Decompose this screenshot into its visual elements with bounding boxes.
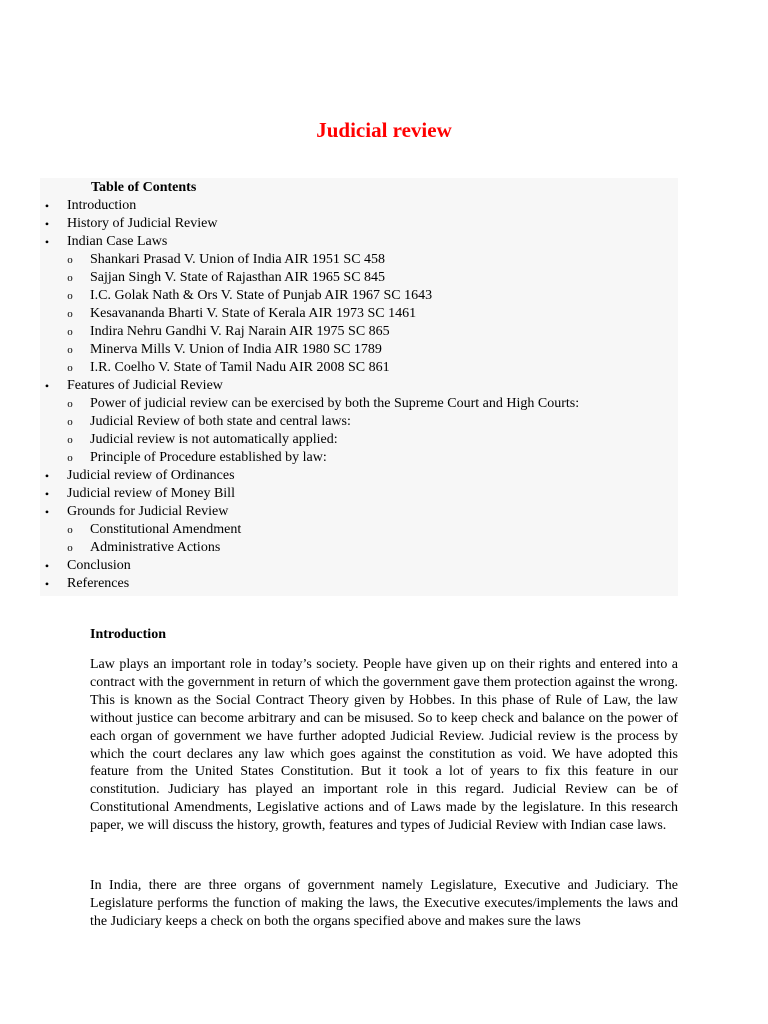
toc-item[interactable] (40, 467, 678, 485)
toc-item-label: Conclusion (67, 558, 131, 573)
circle-bullet-icon: o (67, 524, 73, 536)
toc-item[interactable] (40, 233, 678, 251)
toc-subitem[interactable] (40, 359, 678, 377)
toc-item-label: Sajjan Singh V. State of Rajasthan AIR 1965 SC 845 (90, 270, 386, 285)
page-title: Judicial review (316, 118, 452, 142)
toc-item-label: I.R. Coelho V. State of Tamil Nadu AIR 2008 SC 861 (90, 360, 390, 375)
toc-subitem[interactable] (40, 395, 678, 413)
toc-item-label: Administrative Actions (90, 540, 221, 555)
toc-item-label: Introduction (67, 198, 137, 213)
toc-item-label: Minerva Mills V. Union of India AIR 1980 SC 1789 (90, 342, 382, 357)
toc-subitem[interactable] (40, 251, 678, 269)
paragraph: In India, there are three organs of government namely Legislature, Executive and Judiciary. The Legislature performs the function of making the laws, the Executive executes/implements the laws and the Judiciary keeps a check on both the organs specified above and makes sure the laws (90, 878, 678, 929)
toc-item-label: Judicial review of Money Bill (67, 486, 235, 501)
toc-item-label: Indian Case Laws (67, 234, 168, 249)
circle-bullet-icon: o (67, 308, 73, 320)
toc-heading: Table of Contents (91, 180, 197, 195)
circle-bullet-icon: o (67, 272, 73, 284)
toc-item[interactable] (40, 503, 678, 521)
circle-bullet-icon: o (67, 542, 73, 554)
circle-bullet-icon: o (67, 344, 73, 356)
toc-subitem[interactable] (40, 341, 678, 359)
circle-bullet-icon: o (67, 362, 73, 374)
toc-item-label: Features of Judicial Review (67, 378, 223, 393)
circle-bullet-icon: o (67, 398, 73, 410)
bullet-icon: • (44, 469, 50, 483)
bullet-icon: • (44, 217, 50, 231)
toc-item-label: Power of judicial review can be exercised by both the Supreme Court and High Courts: (90, 396, 580, 411)
toc-item-label: Constitutional Amendment (90, 522, 242, 537)
toc-item[interactable] (40, 377, 678, 395)
toc-subitem[interactable] (40, 323, 678, 341)
toc-subitem[interactable] (40, 539, 678, 557)
toc-item[interactable] (40, 557, 678, 575)
bullet-icon: • (44, 199, 50, 213)
toc-subitem[interactable] (40, 305, 678, 323)
toc-subitem[interactable] (40, 521, 678, 539)
toc-subitem[interactable] (40, 413, 678, 431)
toc-list (40, 197, 678, 593)
toc-item-label: History of Judicial Review (67, 216, 218, 231)
circle-bullet-icon: o (67, 290, 73, 302)
toc-item[interactable] (40, 485, 678, 503)
toc-item-label: Shankari Prasad V. Union of India AIR 1951 SC 458 (90, 252, 386, 267)
bullet-icon: • (44, 487, 50, 501)
toc-subitem[interactable] (40, 431, 678, 449)
toc-item[interactable] (40, 197, 678, 215)
toc-item-label: Indira Nehru Gandhi V. Raj Narain AIR 1975 SC 865 (90, 324, 390, 339)
table-of-contents (40, 178, 678, 596)
toc-item-label: Kesavananda Bharti V. State of Kerala AIR 1973 SC 1461 (90, 306, 417, 321)
toc-subitem[interactable] (40, 269, 678, 287)
toc-item-label: Grounds for Judicial Review (67, 504, 229, 519)
toc-item-label: Judicial Review of both state and central laws: (90, 414, 351, 429)
circle-bullet-icon: o (67, 254, 73, 266)
circle-bullet-icon: o (67, 326, 73, 338)
toc-item-label: Principle of Procedure established by law: (90, 450, 327, 465)
circle-bullet-icon: o (67, 452, 73, 464)
bullet-icon: • (44, 235, 50, 249)
bullet-icon: • (44, 379, 50, 393)
toc-item[interactable] (40, 575, 678, 593)
circle-bullet-icon: o (67, 416, 73, 428)
toc-subitem[interactable] (40, 449, 678, 467)
toc-item-label: Judicial review is not automatically applied: (90, 432, 338, 447)
circle-bullet-icon: o (67, 434, 73, 446)
toc-item-label: I.C. Golak Nath & Ors V. State of Punjab AIR 1967 SC 1643 (90, 288, 433, 303)
toc-item-label: Judicial review of Ordinances (67, 468, 235, 483)
bullet-icon: • (44, 505, 50, 519)
toc-subitem[interactable] (40, 287, 678, 305)
introduction-heading: Introduction (90, 627, 166, 642)
bullet-icon: • (44, 559, 50, 573)
toc-item-label: References (67, 576, 130, 591)
bullet-icon: • (44, 577, 50, 591)
paragraph: Law plays an important role in today’s society. People have given up on their rights and entered into a contract with the government in return of which the government gave them protection against the wrong. This is known as the Social Contract Theory given by Hobbes. In this phase of Rule of Law, the law without justice can become arbitrary and can be misused. So to keep check and balance on the power of each organ of government we have further adopted Judicial Review. Judicial review is the process by which the court declares any law which goes against the constitution as void. We have adopted this feature from the United States Constitution. But it took a lot of years to fix this feature in our constitution. Judiciary has played an important role in this regard. Judicial Review can be of Constitutional Amendments, Legislative actions and of Laws made by the legislature. In this research paper, we will discuss the history, growth, features and types of Judicial Review with Indian case laws. (90, 657, 678, 834)
toc-item[interactable] (40, 215, 678, 233)
